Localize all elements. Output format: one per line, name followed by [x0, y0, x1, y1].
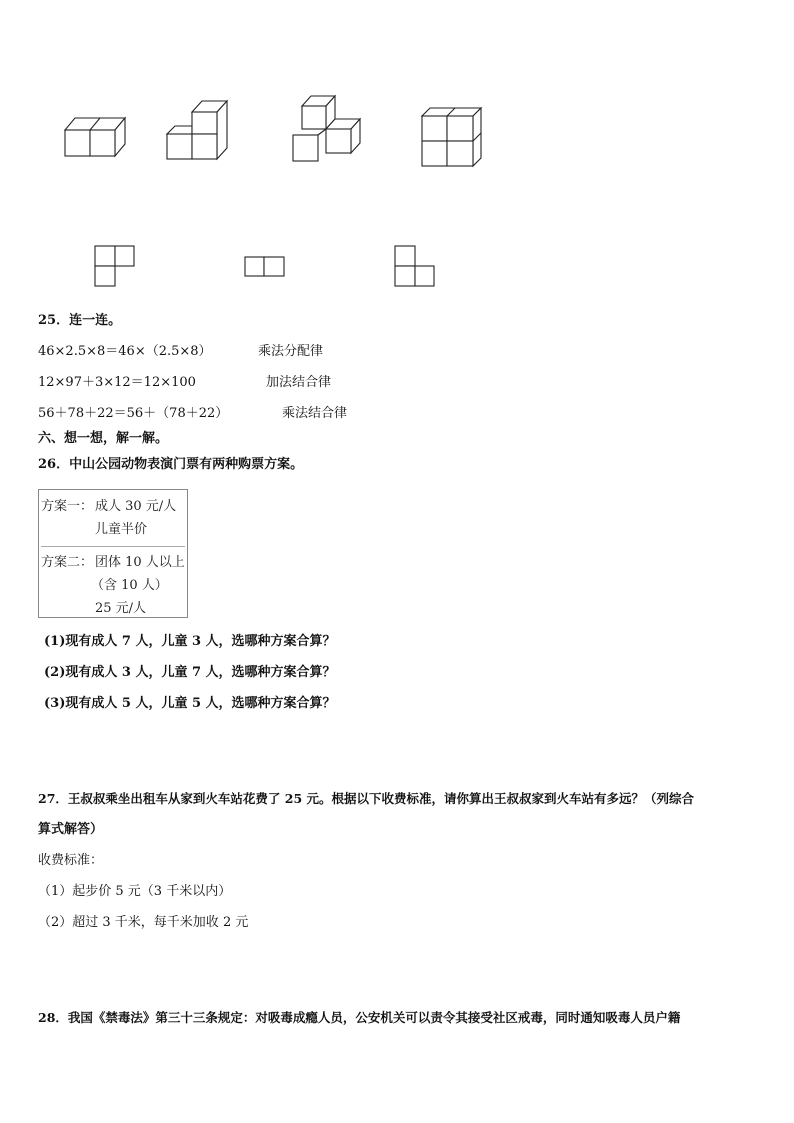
plan2-note: （含 10 人） [91, 578, 168, 593]
plan-divider [41, 546, 185, 547]
plan1-label: 方案一： [41, 499, 94, 514]
q26-sub-2: (2)现有成人 3 人，儿童 7 人，选哪种方案合算？ [44, 665, 336, 680]
q25-law-3[interactable]: 乘法结合律 [282, 406, 348, 421]
q25-expr-3: 56＋78＋22＝56＋（78＋22） [38, 406, 229, 421]
cube-figures [0, 0, 794, 300]
q27-standard-2: （2）超过 3 千米，每千米加收 2 元 [38, 915, 249, 930]
plan1-child-price: 儿童半价 [95, 522, 148, 537]
q27-line-1: 27．王叔叔乘坐出租车从家到火车站花费了 25 元。根据以下收费标准，请你算出王叔叔家到火车站有多远？（列综合 [38, 791, 694, 806]
q25-law-2[interactable]: 加法结合律 [266, 375, 332, 390]
ticket-plan-box [38, 489, 188, 618]
cube-figure-3 [293, 96, 360, 161]
q25-expr-1: 46×2.5×8＝46×（2.5×8） [38, 344, 212, 359]
q25-expr-2: 12×97＋3×12＝12×100 [38, 375, 196, 390]
view-shape-3 [395, 246, 434, 286]
q26-sub-3: (3)现有成人 5 人，儿童 5 人，选哪种方案合算？ [44, 696, 336, 711]
view-shape-2 [245, 257, 284, 276]
plan1-adult-price: 成人 30 元/人 [95, 499, 177, 514]
plan2-label: 方案二： [41, 555, 94, 570]
q27-standard-1: （1）起步价 5 元（3 千米以内） [38, 884, 232, 899]
cube-figure-1 [65, 118, 125, 156]
section-title: 六、想一想，解一解。 [38, 431, 169, 446]
q25-law-1[interactable]: 乘法分配律 [258, 344, 324, 359]
view-shape-1 [95, 246, 134, 286]
plan2-group: 团体 10 人以上 [95, 555, 185, 570]
cube-figure-2 [167, 101, 227, 159]
q27-line-2: 算式解答） [38, 822, 104, 837]
q26-sub-1: (1)现有成人 7 人，儿童 3 人，选哪种方案合算？ [44, 634, 336, 649]
q27-standard-title: 收费标准： [38, 853, 104, 868]
q26-title: 26．中山公园动物表演门票有两种购票方案。 [38, 457, 304, 472]
plan2-price: 25 元/人 [95, 601, 147, 616]
q25-title: 25．连一连。 [38, 313, 122, 328]
q28-line-1: 28．我国《禁毒法》第三十三条规定：对吸毒成瘾人员，公安机关可以责令其接受社区戒毒，同时通知吸毒人员户籍 [38, 1010, 681, 1025]
cube-figure-4 [422, 108, 481, 166]
